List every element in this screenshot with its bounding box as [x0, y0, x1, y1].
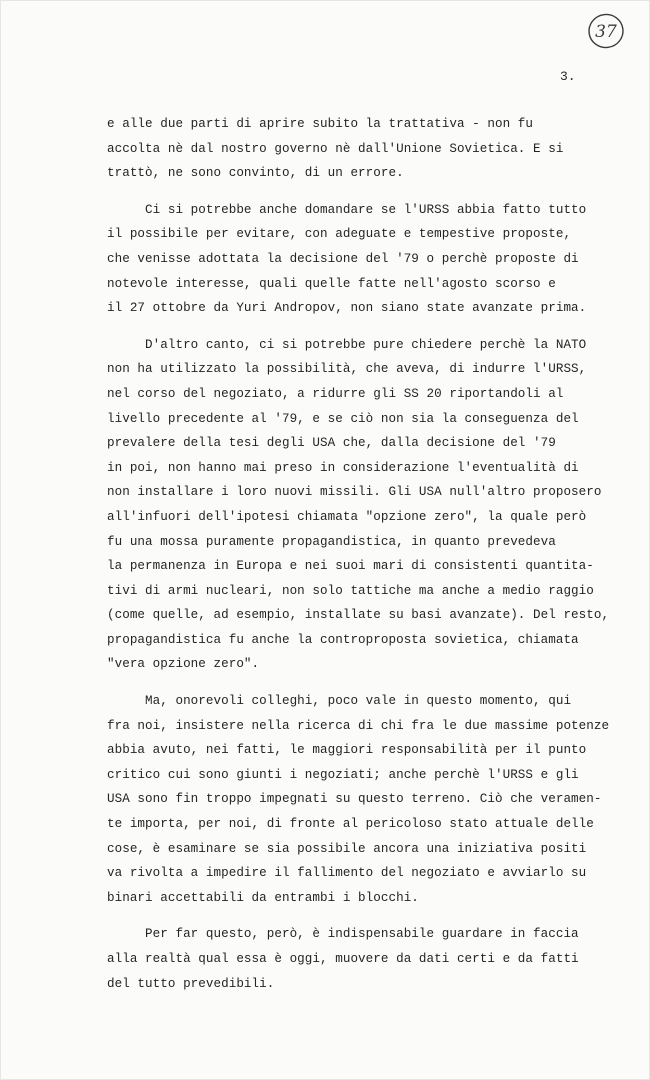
text-line: (come quelle, ad esempio, installate su basi avanzate). Del resto, [107, 608, 610, 623]
text-line: fra noi, insistere nella ricerca di chi fra le due massime potenze [107, 718, 610, 733]
text-line: del tutto prevedibili. [107, 976, 275, 991]
text-line: il possibile per evitare, con adeguate e tempestive proposte, [107, 227, 572, 242]
text-line: e alle due parti di aprire subito la trattativa - non fu [107, 117, 534, 131]
circled-number-stamp-icon [586, 11, 626, 51]
page-stamp [586, 11, 626, 51]
page-number: 3. [560, 69, 576, 84]
text-line: in poi, non hanno mai preso in considerazione l'eventualità di [107, 460, 579, 475]
text-line: trattò, ne sono convinto, di un errore. [107, 166, 404, 181]
text-line: USA sono fin troppo impegnati su questo terreno. Ciò che veramen- [107, 792, 602, 807]
text-line: tivi di armi nucleari, non solo tattiche ma anche a medio raggio [107, 583, 594, 598]
text-line: "vera opzione zero". [107, 657, 260, 672]
paragraph-2 [107, 198, 619, 321]
text-line: non installare i loro nuovi missili. Gli USA null'altro proposero [107, 485, 602, 500]
text-line: Per far questo, però, è indispensabile guardare in faccia [107, 927, 579, 942]
paragraph-5 [107, 922, 619, 996]
text-line: D'altro canto, ci si potrebbe pure chiedere perchè la NATO [107, 337, 587, 352]
text-line: binari accettabili da entrambi i blocchi. [107, 890, 419, 905]
text-line: critico cui sono giunti i negoziati; anche perchè l'URSS e gli [107, 767, 579, 782]
text-line: il 27 ottobre da Yuri Andropov, non siano state avanzate prima. [107, 301, 587, 316]
text-line: cose, è esaminare se sia possibile ancora una iniziativa positi [107, 841, 587, 856]
text-line: alla realtà qual essa è oggi, muovere da dati certi e da fatti [107, 952, 579, 966]
paragraph-4 [107, 689, 619, 910]
body-text [107, 112, 619, 1008]
text-line: nel corso del negoziato, a ridurre gli SS 20 riportandoli al [107, 386, 564, 401]
text-line: Ma, onorevoli colleghi, poco vale in questo momento, qui [107, 694, 572, 709]
text-line: te importa, per noi, di fronte al pericoloso stato attuale delle [107, 817, 594, 832]
text-line: la permanenza in Europa e nei suoi mari di consistenti quantita- [107, 559, 594, 574]
text-line: fu una mossa puramente propagandistica, in quanto prevedeva [107, 534, 556, 549]
text-line: abbia avuto, nei fatti, le maggiori responsabilità per il punto [107, 743, 587, 758]
stamp-number: 37 [595, 22, 617, 42]
text-line: accolta nè dal nostro governo nè dall'Unione Sovietica. E si [107, 141, 564, 156]
text-line: livello precedente al '79, e se ciò non sia la conseguenza del [107, 411, 579, 426]
text-line: prevalere della tesi degli USA che, dalla decisione del '79 [107, 436, 556, 451]
text-line: propagandistica fu anche la controproposta sovietica, chiamata [107, 632, 579, 647]
paragraph-3 [107, 333, 619, 677]
text-line: all'infuori dell'ipotesi chiamata "opzione zero", la quale però [107, 509, 587, 524]
text-line: che venisse adottata la decisione del '79 o perchè proposte di [107, 251, 579, 266]
text-line: va rivolta a impedire il fallimento del negoziato e avviarlo su [107, 866, 587, 881]
paragraph-1 [107, 112, 619, 186]
text-line: Ci si potrebbe anche domandare se l'URSS abbia fatto tutto [107, 202, 587, 217]
text-line: non ha utilizzato la possibilità, che aveva, di indurre l'URSS, [107, 362, 587, 377]
text-line: notevole interesse, quali quelle fatte nell'agosto scorso e [107, 276, 556, 291]
